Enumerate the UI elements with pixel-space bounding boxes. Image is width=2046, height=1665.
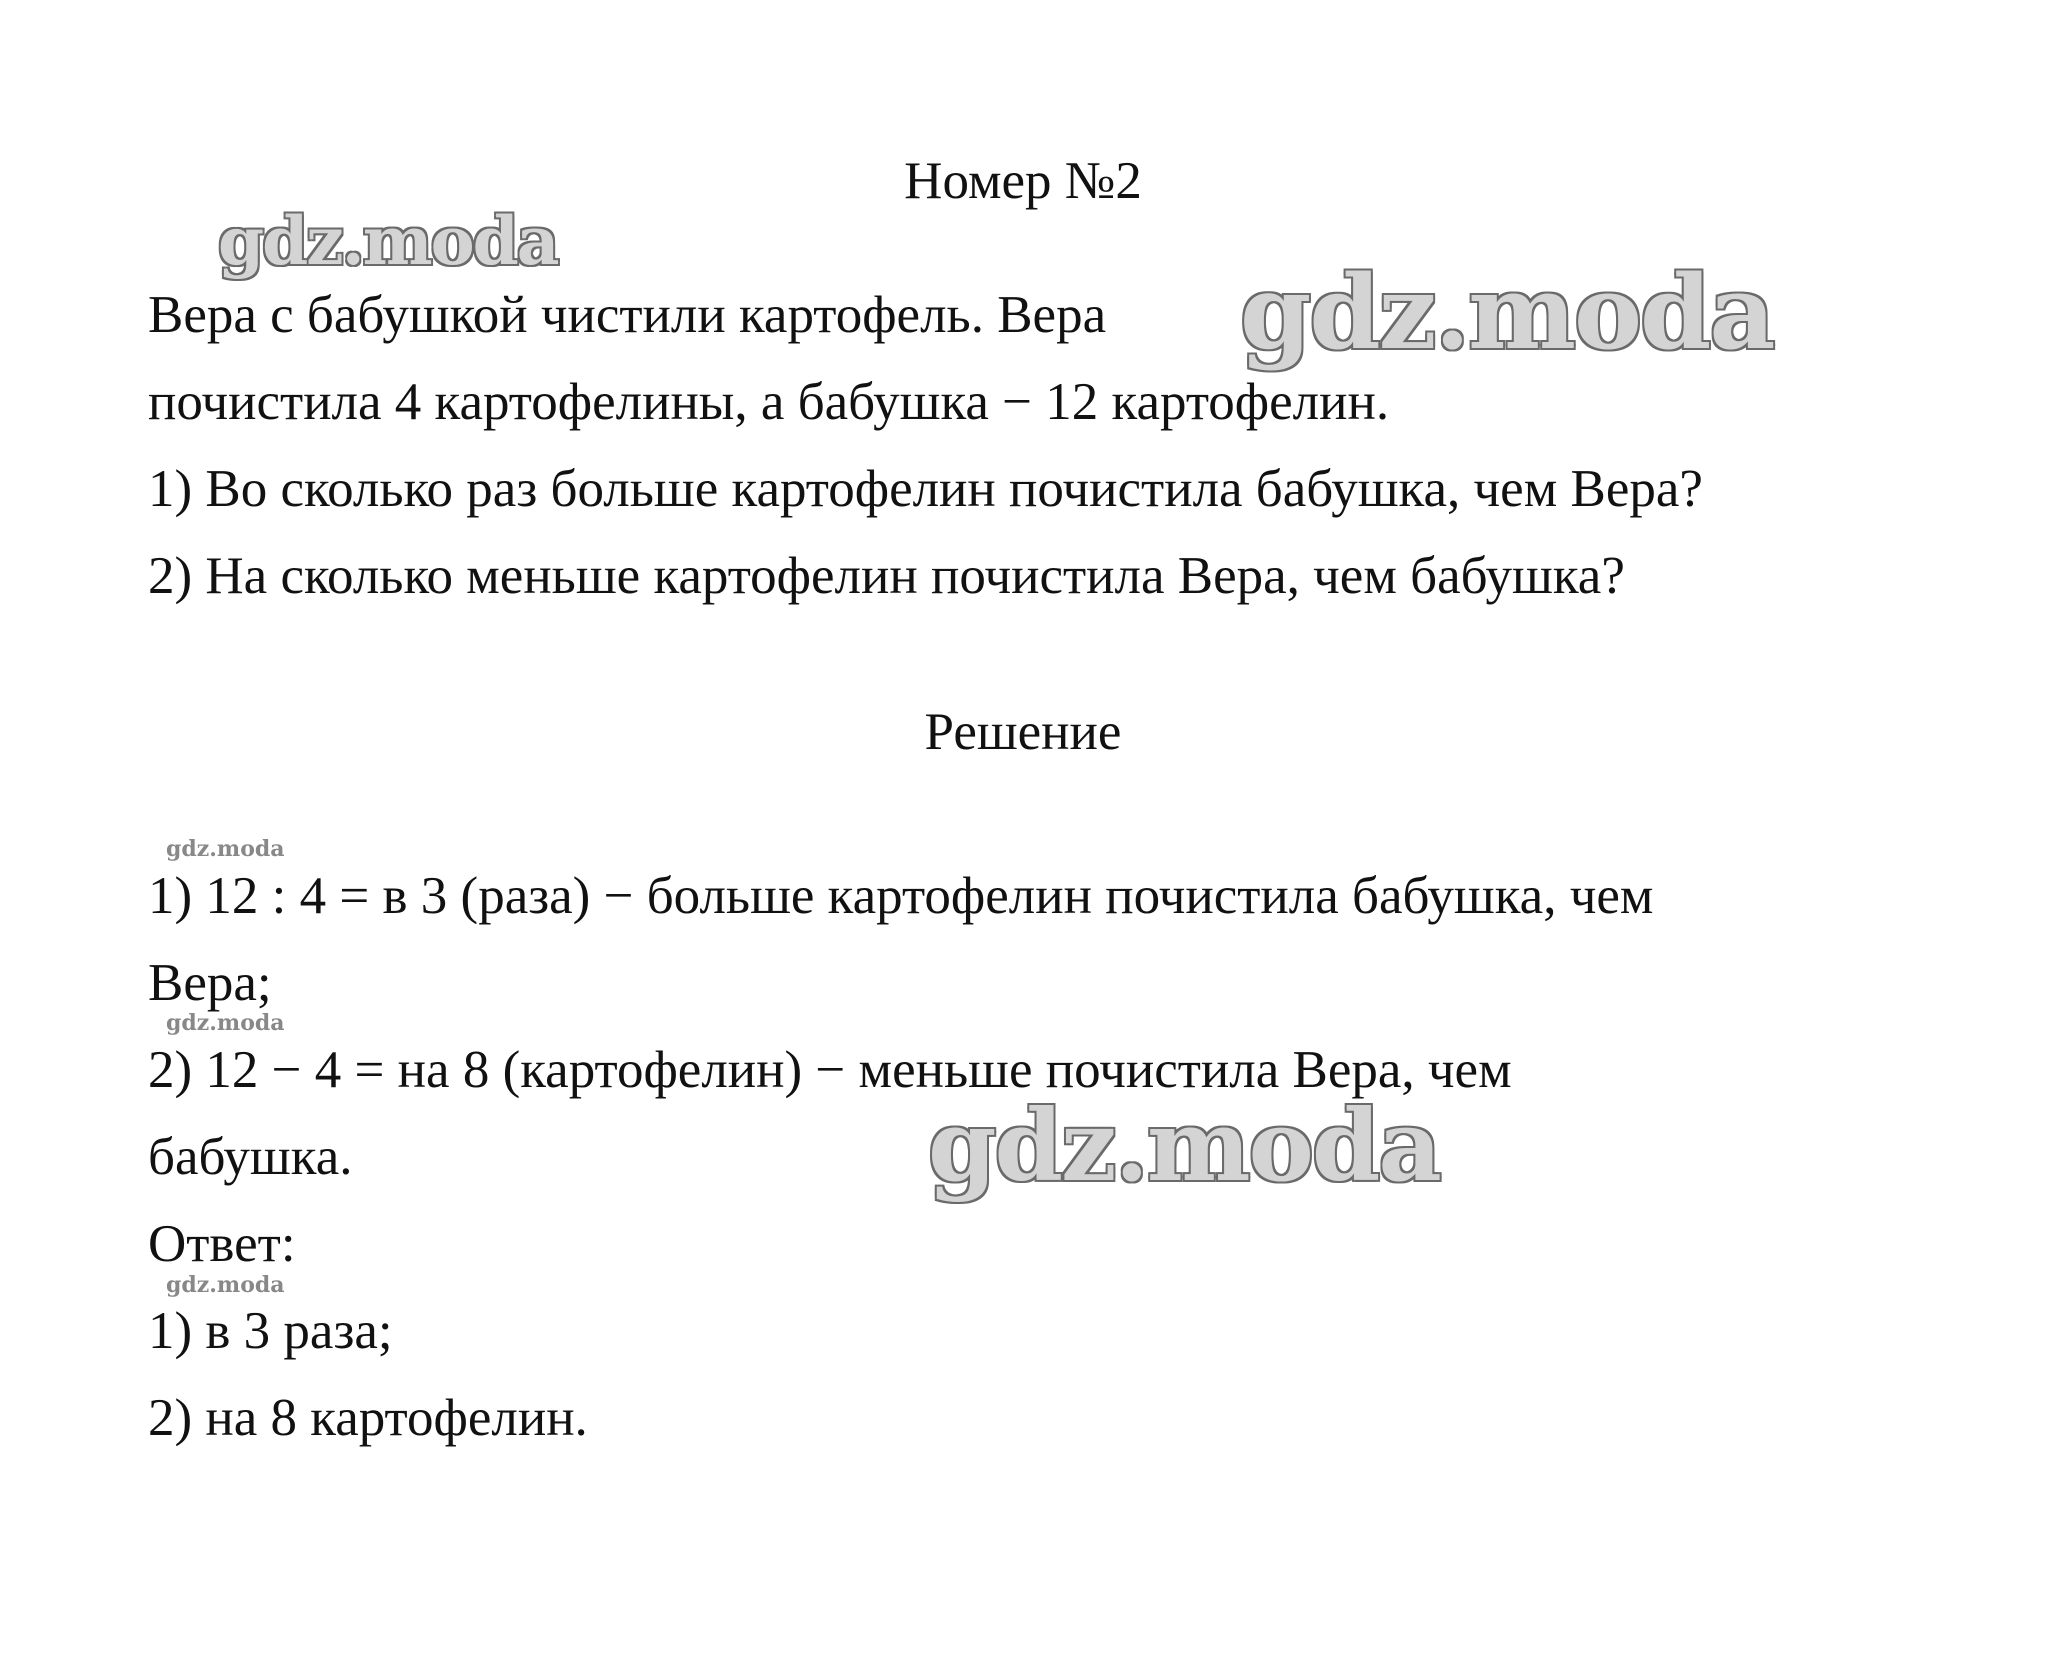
solution-step-1-line-1: 1) 12 : 4 = в 3 (раза) − больше картофелин почистила бабушка, чем	[148, 867, 1654, 925]
watermark-logo-small-2: gdz.moda	[166, 1010, 285, 1036]
solution-step-1-line-2: Вера;	[148, 954, 272, 1012]
solution-heading: Решение	[924, 703, 1122, 761]
answer-item-1: 1) в 3 раза;	[148, 1302, 393, 1360]
problem-question-1: 1) Во сколько раз больше картофелин почистила бабушка, чем Вера?	[148, 460, 1703, 518]
watermark-logo-center: gdz.moda	[928, 1089, 1440, 1204]
problem-line-2: почистила 4 картофелины, а бабушка − 12 картофелин.	[148, 373, 1390, 431]
watermark-logo-small-1: gdz.moda	[166, 836, 285, 862]
problem-question-2: 2) На сколько меньше картофелин почистила Вера, чем бабушка?	[148, 547, 1625, 605]
answer-label: Ответ:	[148, 1215, 296, 1273]
watermark-logo-top-left: gdz.moda	[218, 202, 558, 280]
solution-step-2-line-2: бабушка.	[148, 1128, 353, 1186]
watermark-logo-top-right: gdz.moda	[1240, 253, 1774, 373]
answer-item-2: 2) на 8 картофелин.	[148, 1389, 588, 1447]
watermark-logo-small-3: gdz.moda	[166, 1272, 285, 1298]
page-title: Номер №2	[904, 152, 1142, 210]
problem-line-1: Вера с бабушкой чистили картофель. Вера	[148, 286, 1107, 344]
solution-step-2-line-1: 2) 12 − 4 = на 8 (картофелин) − меньше почистила Вера, чем	[148, 1041, 1512, 1099]
